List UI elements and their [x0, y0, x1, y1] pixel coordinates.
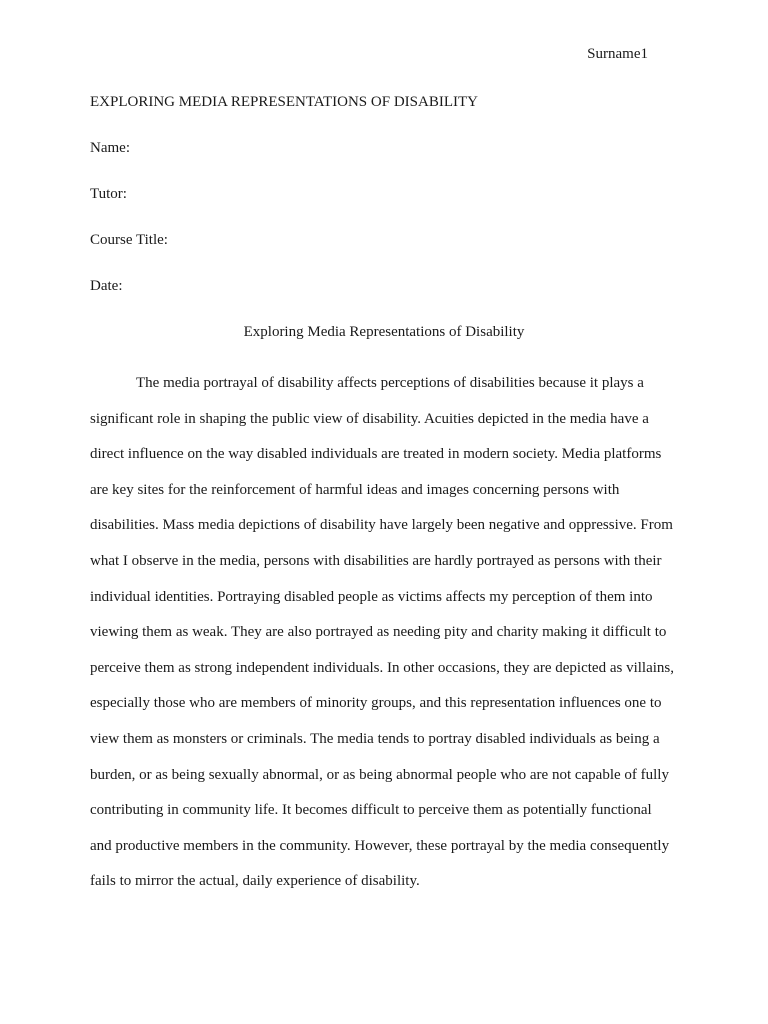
paragraph-line: are key sites for the reinforcement of harmful ideas and images concerning persons with: [90, 481, 620, 498]
paragraph-line: and productive members in the community. However, these portrayal by the media consequently: [90, 837, 670, 854]
paragraph-line: significant role in shaping the public view of disability. Acuities depicted in the media have a: [90, 410, 649, 427]
paragraph-line: perceive them as strong independent individuals. In other occasions, they are depicted as villains,: [90, 659, 674, 676]
paragraph-line: The media portrayal of disability affects perceptions of disabilities because it plays a: [136, 375, 644, 391]
paragraph-line: what I observe in the media, persons with disabilities are hardly portrayed as persons with their: [90, 552, 662, 569]
essay-paragraph: [90, 366, 678, 900]
paragraph-line: disabilities. Mass media depictions of disability have largely been negative and oppressive. From: [90, 517, 673, 534]
paragraph-line: viewing them as weak. They are also portrayed as needing pity and charity making it difficult to: [90, 624, 667, 641]
paragraph-line: individual identities. Portraying disabled people as victims affects my perception of them into: [90, 588, 653, 605]
paragraph-line: burden, or as being sexually abnormal, or as being abnormal people who are not capable of fully: [90, 766, 669, 783]
document-title: EXPLORING MEDIA REPRESENTATIONS OF DISABILITY: [90, 94, 478, 110]
essay-title: Exploring Media Representations of Disability: [243, 324, 525, 340]
paragraph-line: especially those who are members of minority groups, and this representation influences one to: [90, 695, 662, 712]
tutor-label: Tutor:: [90, 186, 127, 202]
running-head: Surname1: [587, 46, 648, 62]
paragraph-line: view them as monsters or criminals. The media tends to portray disabled individuals as being a: [90, 730, 660, 747]
paragraph-line: fails to mirror the actual, daily experience of disability.: [90, 873, 420, 890]
course-title-label: Course Title:: [90, 232, 168, 248]
cover-block: [90, 94, 680, 324]
paragraph-line: direct influence on the way disabled individuals are treated in modern society. Media platforms: [90, 446, 662, 463]
paragraph-line: contributing in community life. It becomes difficult to perceive them as potentially functional: [90, 802, 652, 819]
name-label: Name:: [90, 140, 130, 156]
date-label: Date:: [90, 278, 123, 294]
